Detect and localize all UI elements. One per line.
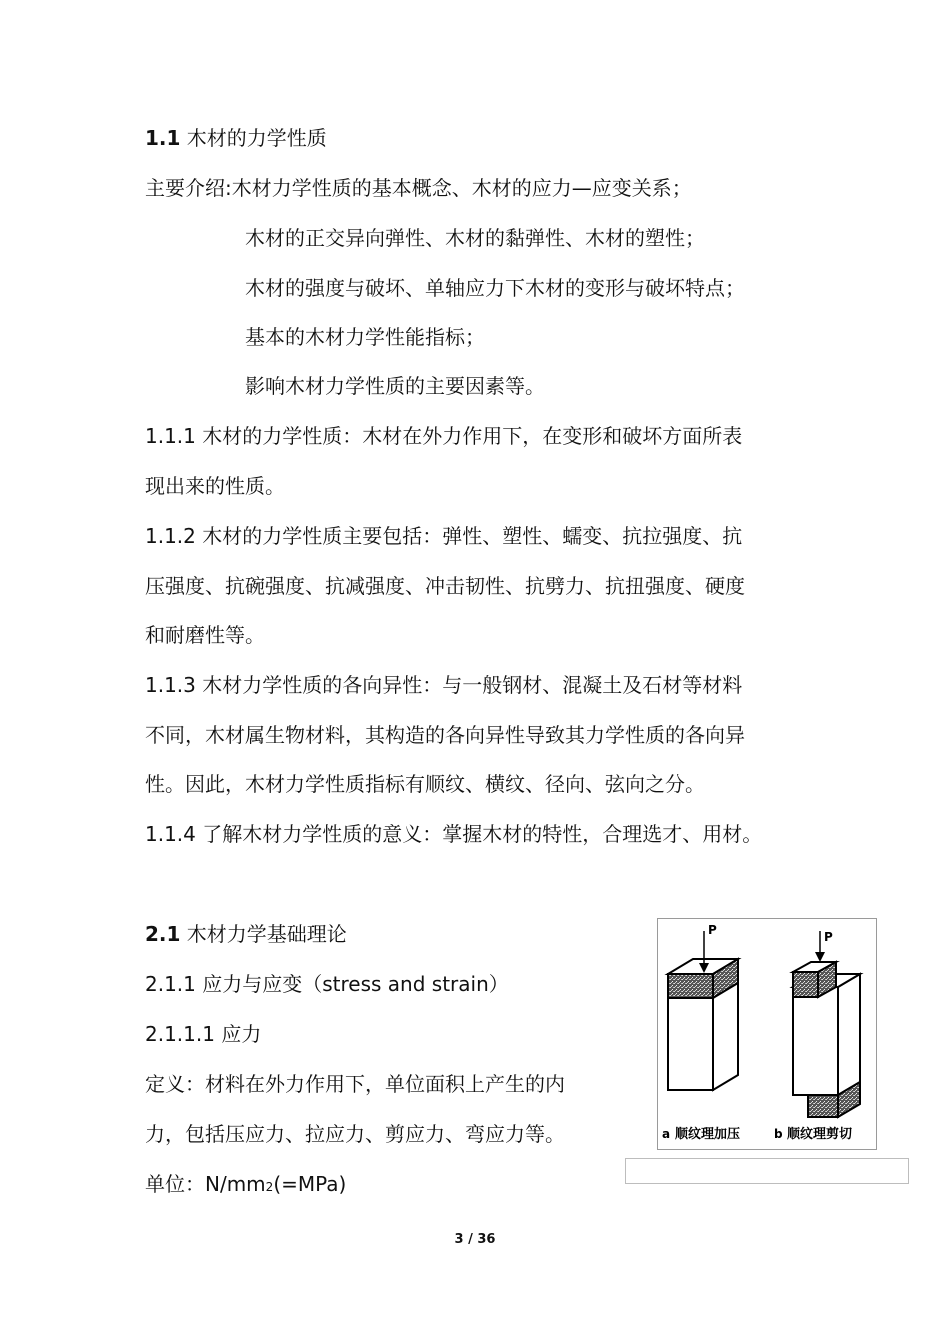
paragraph-1-1-3-line: 性。因此，木材力学性质指标有顺纹、横纹、径向、弦向之分。: [145, 772, 705, 796]
paragraph-1-1-4: 1.1.4 了解木材力学性质的意义：掌握木材的特性，合理选才、用材。: [145, 822, 763, 846]
paragraph-1-1-3-line: 不同，木材属生物材料，其构造的各向异性导致其力学性质的各向异: [145, 723, 745, 747]
figure-caption-box: [625, 1158, 909, 1184]
intro-item: 木材的强度与破坏、单轴应力下木材的变形与破坏特点；: [245, 276, 745, 300]
paragraph-1-1-2-line: 和耐磨性等。: [145, 623, 265, 647]
intro-item: 木材的正交异向弹性、木材的黏弹性、木材的塑性；: [245, 226, 705, 250]
caption-a-text: 顺纹理加压: [675, 1127, 741, 1142]
caption-a-letter: a: [662, 1127, 671, 1141]
unit-superscript: 2: [265, 1180, 274, 1194]
force-label-a: P: [708, 923, 717, 937]
paragraph-1-1-2-line: 压强度、抗碗强度、抗减强度、冲击韧性、抗劈力、抗扭强度、硬度: [145, 574, 745, 598]
caption-b-letter: b: [774, 1127, 783, 1141]
heading-text: 木材的力学性质: [186, 126, 327, 150]
section-heading-1-1: [145, 124, 327, 152]
subsection-2-1-1: 2.1.1 应力与应变（stress and strain）: [145, 972, 509, 996]
section-heading-2-1: [145, 920, 347, 948]
unit-suffix: (=MPa): [273, 1172, 347, 1196]
paragraph-1-1-1-line: 1.1.1 木材的力学性质：木材在外力作用下，在变形和破坏方面所表: [145, 424, 743, 448]
paragraph-1-1-1-line: 现出来的性质。: [145, 474, 285, 498]
heading-number: 2.1: [145, 922, 181, 946]
force-label-b: P: [824, 930, 833, 944]
unit-line: [145, 1170, 346, 1201]
heading-number: 1.1: [145, 126, 181, 150]
intro-item: 基本的木材力学性能指标；: [245, 325, 485, 349]
figure-drawing: [658, 919, 876, 1149]
specimen-a: [668, 923, 738, 1090]
subsection-2-1-1-1: 2.1.1.1 应力: [145, 1022, 262, 1046]
unit-prefix: 单位：N/mm: [145, 1172, 266, 1196]
paragraph-1-1-3-line: 1.1.3 木材力学性质的各向异性：与一般钢材、混凝土及石材等材料: [145, 673, 743, 697]
caption-b-text: 顺纹理剪切: [787, 1127, 853, 1142]
definition-line: 力，包括压应力、拉应力、剪应力、弯应力等。: [145, 1122, 565, 1146]
intro-item: 影响木材力学性质的主要因素等。: [245, 374, 545, 398]
intro-lead: 主要介绍:木材力学性质的基本概念、木材的应力—应变关系；: [145, 176, 692, 200]
specimen-b: [793, 930, 860, 1117]
paragraph-1-1-2-line: 1.1.2 木材的力学性质主要包括：弹性、塑性、蠕变、抗拉强度、抗: [145, 524, 743, 548]
definition-line: 定义：材料在外力作用下，单位面积上产生的内: [145, 1072, 565, 1096]
figure-specimens: [657, 918, 877, 1150]
figure-caption: [662, 1126, 852, 1142]
page-number: 3 / 36: [454, 1232, 496, 1247]
heading-text: 木材力学基础理论: [186, 922, 347, 946]
